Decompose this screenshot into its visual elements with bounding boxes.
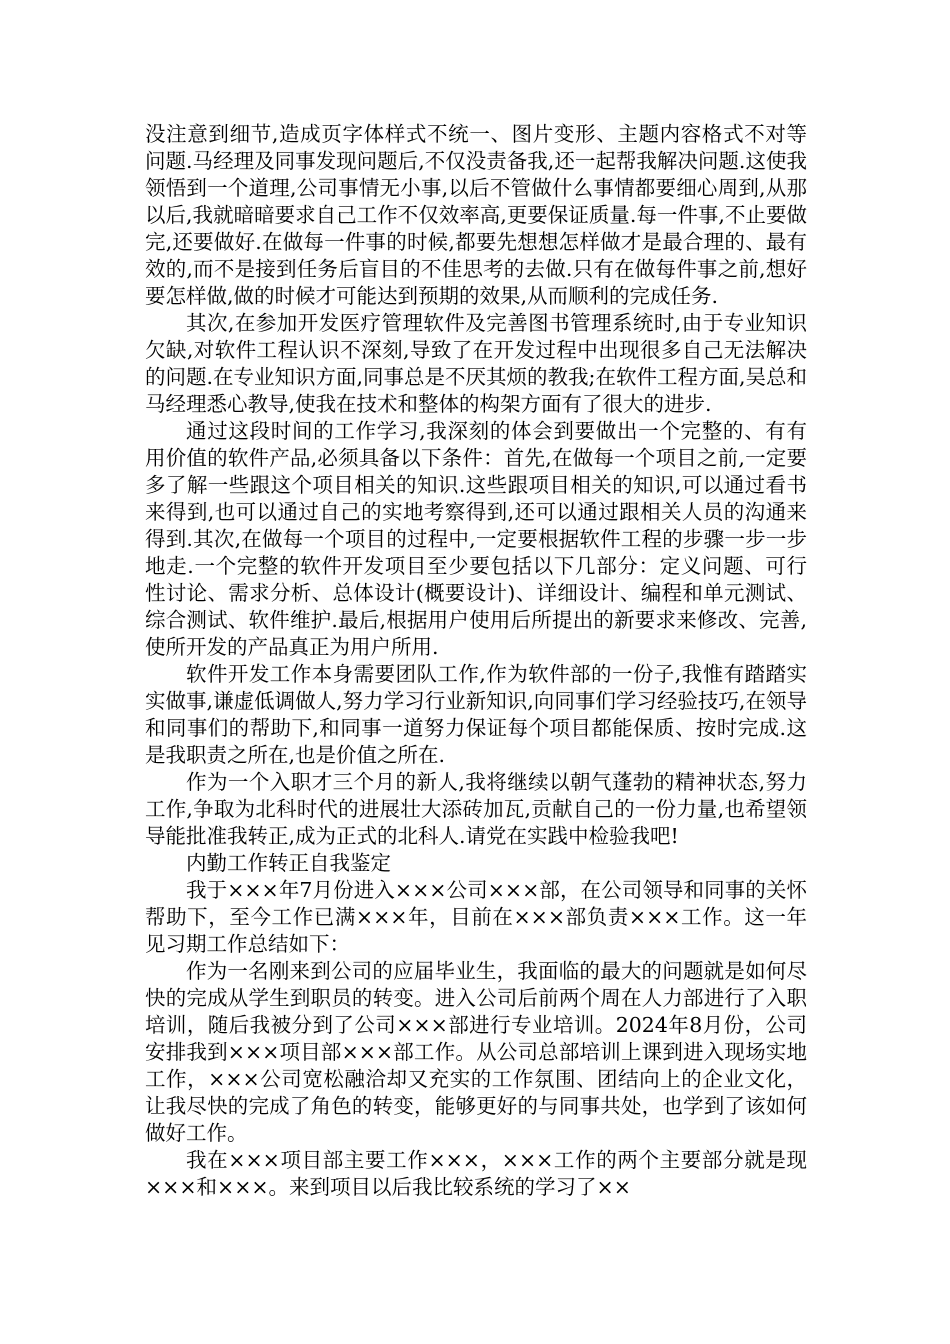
paragraph-professional-knowledge: 其次,在参加开发医疗管理软件及完善图书管理系统时,由于专业知识欠缺,对软件工程认识不深刻,导致了在开发过程中出现很多自己无法解决的问题.在专业知识方面,同事总是不厌其烦的教我;在软件工程方面,吴总和马经理悉心教导,使我在技术和整体的构架方面有了很大的进步.: [145, 311, 807, 416]
paragraph-transition: 作为一名刚来到公司的应届毕业生，我面临的最大的问题就是如何尽快的完成从学生到职员的转变。进入公司后前两个周在人力部进行了入职培训，随后我被分到了公司×××部进行专业培训。2024年8月份，公司安排我到×××项目部×××部工作。从公司总部培训上课到进入现场实地工作，×××公司宽松融洽却又充实的工作氛围、团结向上的企业文化，让我尽快的完成了角色的转变，能够更好的与同事共处，也学到了该如何做好工作。: [145, 959, 807, 1145]
paragraph-work-experience: 通过这段时间的工作学习,我深刻的体会到要做出一个完整的、有有用价值的软件产品,必须具备以下条件：首先,在做每一个项目之前,一定要多了解一些跟这个项目相关的知识.这些跟项目相关的知识,可以通过看书来得到,也可以通过自己的实地考察得到,还可以通过跟相关人员的沟通来得到.其次,在做每一个项目的过程中,一定要根据软件工程的步骤一步一步地走.一个完整的软件开发项目至少要包括以下几部分：定义问题、可行性讨论、需求分析、总体设计(概要设计)、详细设计、编程和单元测试、综合测试、软件维护.最后,根据用户使用后所提出的新要求来修改、完善,使所开发的产品真正为用户所用.: [145, 419, 807, 659]
paragraph-introduction: 我于×××年7月份进入×××公司×××部，在公司领导和同事的关怀帮助下，至今工作已满×××年，目前在×××部负责×××工作。这一年见习期工作总结如下：: [145, 878, 807, 956]
paragraph-main-work: 我在×××项目部主要工作×××，×××工作的两个主要部分就是现×××和×××。来到项目以后我比较系统的学习了××: [145, 1148, 807, 1199]
paragraph-teamwork: 软件开发工作本身需要团队工作,作为软件部的一份子,我惟有踏踏实实做事,谦虚低调做人,努力学习行业新知识,向同事们学习经验技巧,在领导和同事们的帮助下,和同事一道努力保证每个项目都能保质、按时完成.这是我职责之所在,也是价值之所在.: [145, 662, 807, 767]
paragraph-continuation: 没注意到细节,造成页字体样式不统一、图片变形、主题内容格式不对等问题.马经理及同事发现问题后,不仅没责备我,还一起帮我解决问题.这使我领悟到一个道理,公司事情无小事,以后不管做什么事情都要细心周到,从那以后,我就暗暗要求自己工作不仅效率高,更要保证质量.每一件事,不止要做完,还要做好.在做每一件事的时候,都要先想想怎样做才是最合理的、最有效的,而不是接到任务后盲目的不佳思考的去做.只有在做每件事之前,想好要怎样做,做的时候才可能达到预期的效果,从而顺利的完成任务.: [145, 122, 807, 308]
section-heading: 内勤工作转正自我鉴定: [186, 851, 391, 875]
paragraph-conclusion: 作为一个入职才三个月的新人,我将继续以朝气蓬勃的精神状态,努力工作,争取为北科时代的进展壮大添砖加瓦,贡献自己的一份力量,也希望领导能批准我转正,成为正式的北科人.请党在实践中检验我吧!: [145, 770, 807, 848]
document-body: [145, 121, 807, 1201]
